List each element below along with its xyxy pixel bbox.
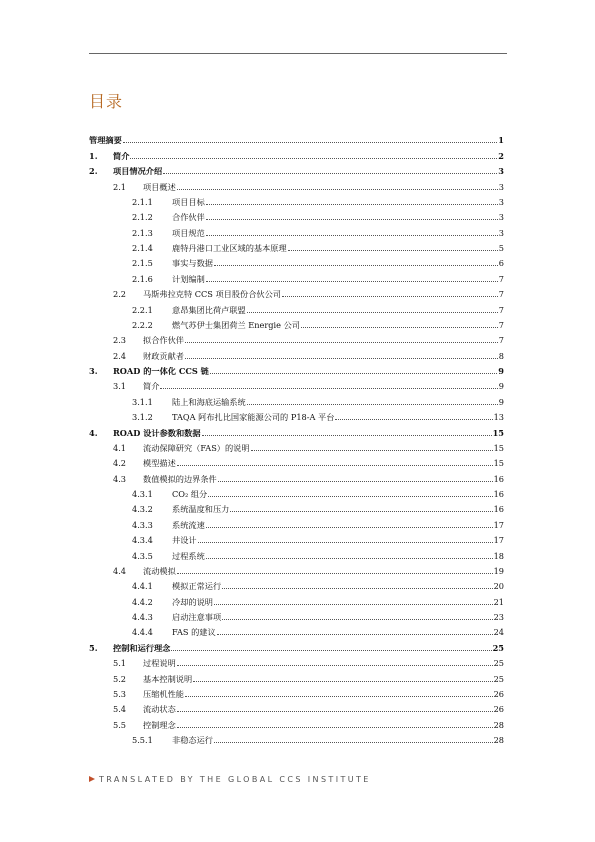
toc-entry[interactable]	[89, 315, 504, 330]
toc-entry-title: 财政贡献者	[143, 350, 184, 361]
toc-entry-page: 9	[498, 381, 504, 392]
toc-entry[interactable]	[89, 561, 504, 576]
toc-entry-number: 4.3.1	[132, 489, 153, 499]
toc-entry-page: 18	[493, 550, 504, 561]
toc-entry-title: 系统温度和压力	[172, 504, 230, 515]
toc-entry-number: 3.	[89, 366, 98, 376]
toc-entry[interactable]	[89, 514, 504, 529]
toc-entry-page: 3	[498, 212, 504, 223]
toc-entry[interactable]	[89, 345, 504, 360]
toc-entry[interactable]	[89, 407, 504, 422]
dot-leader	[198, 542, 493, 543]
dot-leader	[123, 142, 498, 143]
dot-leader	[185, 342, 498, 343]
toc-entry-title: 过程系统	[172, 550, 205, 561]
toc-entry[interactable]	[89, 714, 504, 729]
dot-leader	[222, 588, 492, 589]
dot-leader	[218, 481, 493, 482]
toc-entry-page: 9	[498, 366, 504, 376]
toc-entry[interactable]	[89, 576, 504, 591]
toc-entry-number: 4.4.2	[132, 596, 153, 607]
toc-entry-number: 2.1.5	[132, 258, 153, 269]
dot-leader	[222, 619, 492, 620]
toc-entry[interactable]	[89, 422, 504, 437]
toc-entry-number: 4.3.2	[132, 504, 153, 515]
dot-leader	[177, 727, 493, 728]
footer	[89, 775, 371, 784]
toc-entry-number: 2.2	[113, 289, 127, 300]
toc-entry-number: 2.1.2	[132, 212, 153, 223]
toc-entry-title: FAS 的建议	[172, 627, 216, 638]
toc-entry-title: 合作伙伴	[172, 212, 205, 223]
toc-entry-title: 简介	[113, 150, 130, 161]
dot-leader	[130, 158, 497, 159]
dot-leader	[177, 665, 493, 666]
toc-entry-number: 4.4.3	[132, 612, 153, 622]
dot-leader	[193, 681, 492, 682]
toc-entry-page: 15	[493, 442, 504, 453]
toc-entry[interactable]	[89, 176, 504, 191]
toc-entry-number: 4.3.5	[132, 550, 153, 561]
toc-entry[interactable]	[89, 684, 504, 699]
toc-entry-page: 1	[498, 135, 504, 146]
toc-entry-page: 26	[493, 704, 504, 715]
toc-entry-page: 6	[498, 258, 504, 269]
toc-entry-number: 4.2	[113, 458, 127, 469]
toc-entry-page: 3	[498, 196, 504, 207]
toc-entry-title: 流动状态	[143, 704, 176, 715]
toc-entry-number: 4.4.4	[132, 627, 153, 638]
toc-entry-title: TAQA 阿布扎比国家能源公司的 P18-A 平台	[172, 412, 335, 423]
dot-leader	[185, 358, 498, 359]
toc-entry-page: 3	[498, 227, 504, 238]
toc-entry-number: 2.1.4	[132, 243, 153, 253]
toc-entry[interactable]	[89, 545, 504, 560]
toc-entry-number: 3.1.2	[132, 412, 153, 423]
dot-leader	[251, 450, 493, 451]
toc-entry-page: 2	[498, 150, 504, 161]
toc-entry-title: 管理摘要	[89, 135, 122, 146]
toc-entry-page: 24	[493, 627, 504, 638]
dot-leader	[206, 527, 493, 528]
toc-entry-number: 5.5	[113, 719, 127, 730]
toc-entry-title: CO₂ 组分	[172, 489, 208, 499]
toc-entry-page: 16	[493, 473, 504, 484]
toc-entry-page: 19	[493, 565, 504, 576]
toc-entry-number: 3.1.1	[132, 396, 153, 407]
dot-leader	[247, 404, 498, 405]
toc-entry[interactable]	[89, 222, 504, 237]
dot-leader	[163, 173, 497, 174]
toc-entry-number: 5.1	[113, 658, 127, 669]
dot-leader	[202, 435, 492, 436]
toc-entry[interactable]	[89, 192, 504, 207]
toc-entry[interactable]	[89, 668, 504, 683]
toc-entry-number: 5.4	[113, 704, 127, 715]
dot-leader	[301, 327, 498, 328]
toc-entry-number: 1.	[89, 150, 98, 161]
toc-entry-number: 4.3.3	[132, 519, 153, 530]
dot-leader	[171, 650, 491, 651]
toc-entry-page: 25	[493, 658, 504, 669]
toc-entry-title: 陆上和海底运输系统	[172, 396, 246, 407]
toc-entry-number: 2.1	[113, 181, 127, 192]
toc-entry[interactable]	[89, 730, 504, 745]
dot-leader	[247, 312, 498, 313]
toc-entry-number: 3.1	[113, 381, 127, 392]
toc-entry-number: 5.	[89, 642, 98, 653]
toc-entry-page: 26	[493, 688, 504, 699]
toc-entry-number: 5.2	[113, 673, 127, 684]
toc-entry-number: 4.3.4	[132, 535, 153, 546]
toc-entry[interactable]	[89, 130, 504, 145]
toc-entry-title: 基本控制说明	[143, 673, 193, 684]
toc-entry[interactable]	[89, 284, 504, 299]
toc-entry[interactable]	[89, 238, 504, 253]
toc-entry-page: 3	[498, 166, 504, 177]
toc-entry-page: 7	[498, 319, 504, 330]
toc-entry-number: 4.4	[113, 565, 127, 576]
dot-leader	[177, 711, 493, 712]
toc-entry[interactable]	[89, 330, 504, 345]
toc-entry-page: 28	[493, 719, 504, 730]
toc-entry-page: 8	[498, 350, 504, 361]
dot-leader	[335, 419, 492, 420]
toc-entry-title: 项目规范	[172, 227, 205, 238]
toc-entry-number: 2.3	[113, 335, 127, 346]
toc-entry[interactable]	[89, 268, 504, 283]
toc-entry-title: 压缩机性能	[143, 688, 184, 699]
toc-entry-title: 启动注意事项	[172, 612, 222, 622]
dot-leader	[206, 558, 493, 559]
toc-entry-title: 非稳态运行	[172, 735, 213, 745]
toc-entry-title: 燃气苏伊士集团荷兰 Energie 公司	[172, 319, 300, 330]
toc-entry-page: 17	[493, 519, 504, 530]
toc-entry-title: 流动保障研究（FAS）的说明	[143, 442, 250, 453]
toc-entry[interactable]	[89, 453, 504, 468]
toc-entry[interactable]	[89, 253, 504, 268]
toc-entry[interactable]	[89, 361, 504, 376]
toc-entry-page: 7	[498, 335, 504, 346]
toc-entry-page: 3	[498, 181, 504, 192]
toc-entry-number: 2.	[89, 166, 98, 177]
toc-entry[interactable]	[89, 637, 504, 652]
toc-entry[interactable]	[89, 607, 504, 622]
toc-entry-title: 项目情况介绍	[113, 166, 163, 177]
toc-entry[interactable]	[89, 530, 504, 545]
toc-entry-title: 鹿特丹港口工业区域的基本原理	[172, 243, 287, 253]
toc-entry-title: 简介	[143, 381, 160, 392]
toc-entry-page: 7	[498, 289, 504, 300]
toc-entry-number: 5.3	[113, 688, 127, 699]
dot-leader	[208, 496, 492, 497]
dot-leader	[206, 235, 498, 236]
dot-leader	[288, 250, 498, 251]
toc-entry-title: 模拟正常运行	[172, 581, 222, 592]
dot-leader	[230, 511, 492, 512]
toc-entry-title: 项目概述	[143, 181, 176, 192]
toc-entry-number: 4.3	[113, 473, 127, 484]
toc-entry-page: 15	[492, 427, 504, 438]
toc-entry[interactable]	[89, 591, 504, 606]
dot-leader	[185, 696, 493, 697]
dot-leader	[177, 573, 493, 574]
page-title: 目录	[89, 92, 124, 111]
toc-entry[interactable]	[89, 438, 504, 453]
toc-entry[interactable]	[89, 391, 504, 406]
toc-entry[interactable]	[89, 484, 504, 499]
toc-entry[interactable]	[89, 499, 504, 514]
toc-entry-page: 28	[493, 735, 504, 745]
toc-entry[interactable]	[89, 161, 504, 176]
toc-entry-page: 20	[493, 581, 504, 592]
toc-entry-page: 7	[498, 304, 504, 315]
dot-leader	[177, 465, 493, 466]
toc-entry-title: 马斯弗拉克特 CCS 项目股份合伙公司	[143, 289, 281, 300]
toc-entry[interactable]	[89, 299, 504, 314]
toc-entry-title: 数值模拟的边界条件	[143, 473, 217, 484]
toc-entry[interactable]	[89, 376, 504, 391]
toc-entry-page: 15	[493, 458, 504, 469]
dot-leader	[210, 373, 497, 374]
toc-entry[interactable]	[89, 653, 504, 668]
toc-entry-page: 25	[492, 642, 504, 653]
dot-leader	[206, 281, 498, 282]
toc-entry-title: 过程说明	[143, 658, 176, 669]
toc-entry-title: 事实与数据	[172, 258, 213, 269]
dot-leader	[160, 388, 497, 389]
toc-entry-number: 4.4.1	[132, 581, 153, 592]
table-of-contents	[89, 130, 504, 745]
toc-entry-title: 项目目标	[172, 196, 205, 207]
triangle-icon	[89, 776, 95, 782]
toc-entry-title: 意昂集团比荷卢联盟	[172, 304, 246, 315]
toc-entry[interactable]	[89, 145, 504, 160]
toc-entry-page: 9	[498, 396, 504, 407]
toc-entry-title: 控制和运行理念	[113, 642, 171, 653]
toc-entry-page: 16	[493, 504, 504, 515]
toc-entry-title: ROAD 设计参数和数据	[113, 427, 201, 438]
toc-entry-page: 17	[493, 535, 504, 546]
toc-entry-title: ROAD 的一体化 CCS 链	[113, 366, 209, 376]
toc-entry-number: 2.1.6	[132, 273, 153, 284]
dot-leader	[282, 296, 498, 297]
toc-entry[interactable]	[89, 622, 504, 637]
toc-entry[interactable]	[89, 468, 504, 483]
toc-entry-title: 拟合作伙伴	[143, 335, 184, 346]
toc-entry-page: 7	[498, 273, 504, 284]
toc-entry-number: 4.1	[113, 442, 127, 453]
toc-entry-title: 井设计	[172, 535, 197, 546]
toc-entry-title: 系统流速	[172, 519, 205, 530]
toc-entry-title: 计划编制	[172, 273, 205, 284]
toc-entry-page: 23	[493, 612, 504, 622]
dot-leader	[214, 265, 498, 266]
dot-leader	[214, 604, 493, 605]
toc-entry-page: 21	[493, 596, 504, 607]
dot-leader	[177, 189, 498, 190]
toc-entry-title: 流动模拟	[143, 565, 176, 576]
toc-entry[interactable]	[89, 207, 504, 222]
toc-entry-number: 2.2.2	[132, 319, 153, 330]
header-rule	[89, 53, 507, 54]
toc-entry-page: 5	[498, 243, 504, 253]
footer-text: TRANSLATED BY THE GLOBAL CCS INSTITUTE	[99, 775, 371, 784]
dot-leader	[217, 634, 493, 635]
toc-entry-number: 5.5.1	[132, 735, 153, 745]
toc-entry-number: 2.2.1	[132, 304, 153, 315]
toc-entry-title: 模型描述	[143, 458, 176, 469]
toc-entry-number: 2.1.1	[132, 196, 153, 207]
toc-entry-page: 25	[493, 673, 504, 684]
toc-entry-title: 冷却的说明	[172, 596, 213, 607]
toc-entry[interactable]	[89, 699, 504, 714]
toc-entry-number: 2.4	[113, 350, 127, 361]
toc-entry-number: 4.	[89, 427, 98, 438]
toc-entry-title: 控制理念	[143, 719, 176, 730]
dot-leader	[206, 204, 498, 205]
toc-entry-page: 13	[493, 412, 504, 423]
toc-entry-number: 2.1.3	[132, 227, 153, 238]
dot-leader	[206, 219, 498, 220]
dot-leader	[214, 742, 493, 743]
toc-entry-page: 16	[493, 489, 504, 499]
